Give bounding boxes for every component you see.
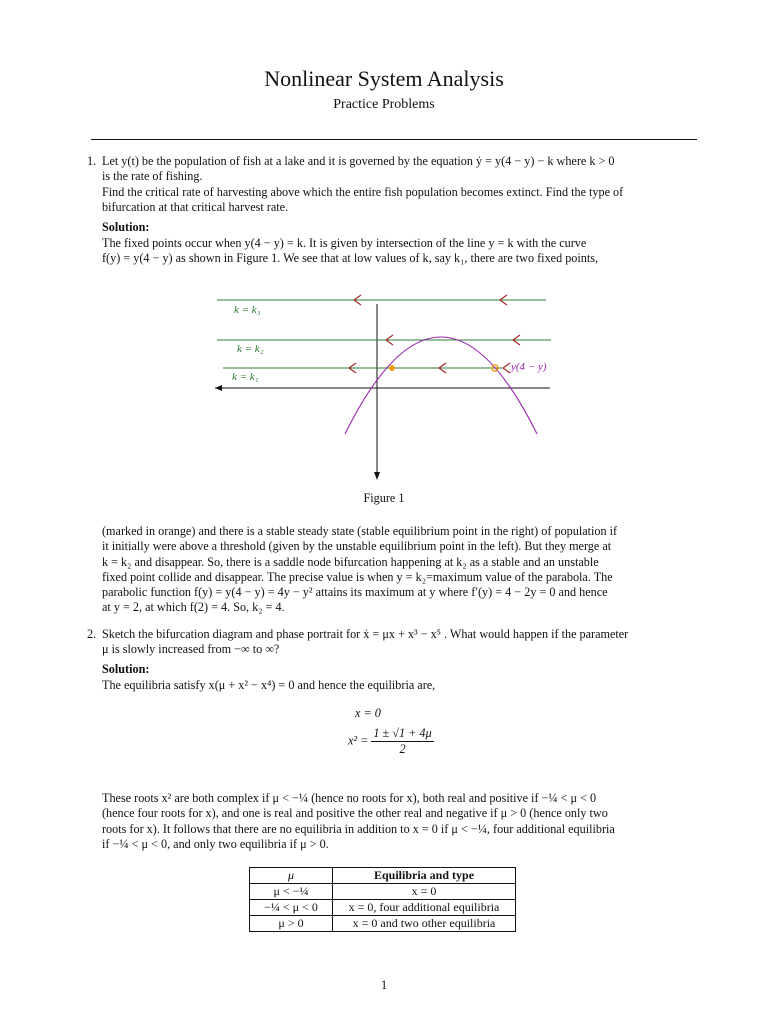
unstable-fixed-point	[389, 365, 395, 371]
problem-1-line: Find the critical rate of harvesting above which the entire fish population becomes extinct. Find the type of	[102, 184, 624, 199]
table-cell: x = 0 and two other equilibria	[333, 916, 516, 932]
equilibria-table	[249, 867, 516, 932]
solution-line: parabolic function f(y) = y(4 − y) = 4y − y² attains its maximum at y where f′(y) = 4 − 2y = 0 and hence	[102, 585, 608, 600]
arrow-left-icon	[503, 363, 510, 373]
problem-1-solution-continued	[102, 524, 698, 616]
discussion-line: roots for x). It follows that there are no equilibria in addition to x = 0 if μ < −¼, four additional equilibria	[102, 821, 615, 836]
problem-1-solution-intro	[102, 236, 698, 267]
solution-line: it initially were above a threshold (given by the unstable equilibrium point in the left). But they merge at	[102, 539, 612, 554]
solution-line: The fixed points occur when y(4 − y) = k. It is given by intersection of the line y = k with the curve	[102, 236, 587, 250]
discussion-line: (hence four roots for x), and one is real and positive the other real and negative if μ > 0 (hence only two	[102, 806, 608, 821]
discussion-line: These roots x² are both complex if μ < −¼ (hence no roots for x), both real and positive if −¼ < μ < 0	[102, 791, 597, 805]
label-k3: k = k₃	[234, 304, 261, 316]
equation-x-zero: x = 0	[355, 706, 381, 720]
x-axis-arrowhead	[215, 385, 222, 391]
equation-x-squared	[348, 726, 434, 757]
solution-line: k = k₂ and disappear. So, there is a saddle node bifurcation happening at k₂ as a stable and an unstable	[102, 554, 599, 569]
flow-arrows	[349, 295, 520, 373]
page-subtitle: Practice Problems	[333, 97, 435, 112]
fraction-denominator: 2	[399, 742, 406, 756]
table-header-row	[250, 868, 516, 884]
problem-1-line: Let y(t) be the population of fish at a lake and it is governed by the equation ẏ = y(4 − y) − k where k > 0	[102, 154, 615, 168]
table-cell: −¼ < μ < 0	[250, 900, 333, 916]
table-cell: x = 0, four additional equilibria	[333, 900, 516, 916]
y-axis-arrowhead	[374, 472, 380, 480]
problem-2-statement	[102, 627, 698, 658]
label-k1: k = k₁	[232, 371, 259, 383]
problem-2-line: μ is slowly increased from −∞ to ∞?	[102, 642, 280, 657]
equation-lhs: x² =	[348, 733, 369, 748]
table-header-equilibria: Equilibria and type	[333, 868, 516, 884]
parabola-curve	[345, 337, 537, 434]
table-cell: x = 0	[333, 884, 516, 900]
figure-caption: Figure 1	[363, 491, 405, 505]
problem-2-solution-label: Solution:	[102, 662, 150, 676]
fraction-numerator: 1 ± √1 + 4μ	[373, 726, 432, 740]
page-title: Nonlinear System Analysis	[264, 66, 504, 91]
problem-2-discussion	[102, 791, 698, 852]
discussion-line: if −¼ < μ < 0, and only two equilibria if μ > 0.	[102, 836, 329, 851]
table-header-mu: μ	[250, 868, 333, 884]
figure-1	[205, 282, 555, 482]
problem-1-line: is the rate of fishing.	[102, 169, 203, 184]
label-k2: k = k₂	[237, 343, 264, 355]
table-row	[250, 916, 516, 932]
table-cell: μ > 0	[250, 916, 333, 932]
problem-1-number: 1.	[87, 154, 97, 168]
solution-line: (marked in orange) and there is a stable steady state (stable equilibrium point in the right) of population if	[102, 524, 618, 538]
label-curve: y(4 − y)	[511, 361, 547, 373]
problem-2-solution-intro: The equilibria satisfy x(μ + x² − x⁴) = 0 and hence the equilibria are,	[102, 678, 436, 692]
problem-2-number: 2.	[87, 627, 97, 641]
problem-2-line: Sketch the bifurcation diagram and phase portrait for ẋ = μx + x³ − x⁵ . What would happen if the parameter	[102, 627, 629, 641]
title-rule	[91, 139, 697, 140]
table-row	[250, 884, 516, 900]
table-cell: μ < −¼	[250, 884, 333, 900]
table-row	[250, 900, 516, 916]
problem-1-statement	[102, 154, 698, 215]
page-number: 1	[380, 978, 388, 992]
solution-line: f(y) = y(4 − y) as shown in Figure 1. We see that at low values of k, say k₁, there are two fixed points,	[102, 251, 599, 266]
problem-1-line: bifurcation at that critical harvest rate.	[102, 199, 289, 214]
problem-1-solution-label: Solution:	[102, 220, 150, 234]
solution-line: fixed point collide and disappear. The precise value is when y = k₂=maximum value of the parabola. The	[102, 569, 613, 584]
equation-fraction	[371, 726, 433, 757]
solution-line: at y = 2, at which f(2) = 4. So, k₂ = 4.	[102, 600, 285, 615]
